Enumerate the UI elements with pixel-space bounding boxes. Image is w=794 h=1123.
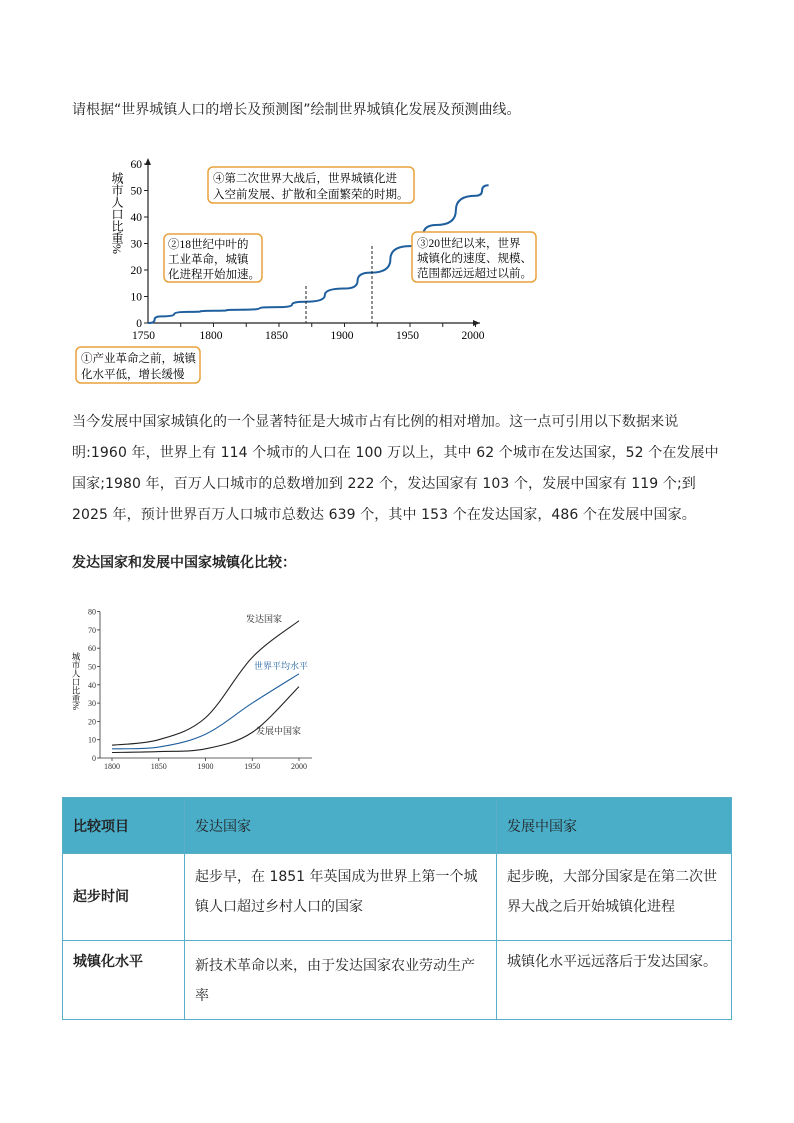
cell-developing-start: 起步晚，大部分国家是在第二次世界大战之后开始城镇化进程 <box>497 854 732 941</box>
chart2-series-label: 世界平均水平 <box>254 661 309 671</box>
table-header-developed: 发达国家 <box>185 798 497 854</box>
chart2-ytick-label: 80 <box>88 607 96 617</box>
chart2-ytick-label: 10 <box>88 735 96 745</box>
chart2-xtick-label: 1850 <box>150 762 167 771</box>
chart2-series-line <box>112 674 302 749</box>
chart2-xtick-label: 1950 <box>244 762 261 771</box>
svg-text:化水平低，增长缓慢: 化水平低，增长缓慢 <box>81 369 185 381</box>
chart1-ytick-label: 0 <box>136 318 142 330</box>
table-row <box>63 854 732 941</box>
row-label-start-time: 起步时间 <box>63 854 185 941</box>
svg-text:工业革命，城镇: 工业革命，城镇 <box>168 254 249 266</box>
chart2-xtick-label: 1800 <box>104 762 120 771</box>
section-heading: 发达国家和发展中国家城镇化比较： <box>72 555 296 571</box>
chart2-series-label: 发达国家 <box>246 614 283 624</box>
chart1-ytick-label: 30 <box>130 238 142 251</box>
chart1-ytick-label: 50 <box>130 185 142 198</box>
chart2-ylabel: 城市人口比重% <box>71 652 81 711</box>
row-label-level: 城镇化水平 <box>63 941 185 1020</box>
chart2-ytick-label: 0 <box>92 754 96 763</box>
urbanization-trend-chart <box>70 148 532 388</box>
chart1-xtick-label: 2000 <box>461 330 485 342</box>
chart1-ylabel: 城市人口比重% <box>110 172 124 254</box>
cell-developed-level: 新技术革命以来，由于发达国家农业劳动生产率 <box>185 941 497 1020</box>
intro-instruction: 请根据“世界城镇人口的增长及预测图”绘制世界城镇化发展及预测曲线。 <box>72 102 521 118</box>
chart1-xtick-label: 1750 <box>132 330 155 342</box>
svg-text:③20世纪以来，世界: ③20世纪以来，世界 <box>417 238 521 250</box>
chart2-xtick-label: 1900 <box>197 762 214 771</box>
chart1-xtick-label: 1850 <box>265 330 288 342</box>
chart2-ytick-label: 50 <box>88 662 96 672</box>
svg-text:入空前发展、扩散和全面繁荣的时期。: 入空前发展、扩散和全面繁荣的时期。 <box>213 189 409 201</box>
svg-text:范围都远远超过以前。: 范围都远远超过以前。 <box>417 268 532 280</box>
table-header-row <box>63 798 732 854</box>
chart1-ytick-label: 20 <box>130 265 142 277</box>
paragraph-megacities: 当今发展中国家城镇化的一个显著特征是大城市占有比例的相对增加。这一点可引用以下数据来说明:1960 年，世界上有 114 个城市的人口在 100 万以上，其中 62 个城市在发达国家，52 个在发展中国家;1980 年，百万人口城市的总数增加到 222 个，发达国家有 103 个，发展中国家有 119 个;到 2025 年，预计世界百万人口城市总数达 639 个，其中 153 个在发达国家，486 个在发展中国家。 <box>72 414 719 523</box>
svg-text:②18世纪中叶的: ②18世纪中叶的 <box>168 239 249 251</box>
svg-text:④第二次世界大战后，世界城镇化进: ④第二次世界大战后，世界城镇化进 <box>213 173 397 185</box>
chart2-ytick-label: 40 <box>88 680 96 690</box>
cell-developing-level: 城镇化水平远远落后于发达国家。 <box>497 941 732 1020</box>
chart1-xtick-label: 1950 <box>396 330 419 342</box>
chart1-ytick-label: 10 <box>130 291 142 304</box>
annotation-box-3 <box>412 232 536 282</box>
annotation-box-2 <box>164 234 262 282</box>
chart1-ytick-label: 60 <box>130 159 142 171</box>
table-header-item: 比较项目 <box>63 798 185 854</box>
svg-text:化进程开始加速。: 化进程开始加速。 <box>168 269 260 281</box>
table-row <box>63 941 732 1020</box>
annotation-box-4 <box>208 167 414 203</box>
chart2-series-label: 发展中国家 <box>256 726 302 736</box>
chart2-xtick-label: 2000 <box>291 762 307 771</box>
annotation-box-1 <box>76 347 200 383</box>
chart2-ytick-label: 60 <box>88 644 96 654</box>
chart2-ytick-label: 30 <box>88 699 96 709</box>
comparison-table <box>62 797 732 1020</box>
svg-text:①产业革命之前，城镇: ①产业革命之前，城镇 <box>81 353 196 365</box>
cell-developed-start: 起步早，在 1851 年英国成为世界上第一个城镇人口超过乡村人口的国家 <box>185 854 497 941</box>
table-header-developing: 发展中国家 <box>497 798 732 854</box>
chart1-xtick-label: 1900 <box>330 330 354 342</box>
chart1-ytick-label: 40 <box>130 212 142 224</box>
chart2-ytick-label: 70 <box>88 625 96 635</box>
svg-text:城镇化的速度、规模、: 城镇化的速度、规模、 <box>417 253 532 265</box>
chart1-x-arrow <box>473 320 480 326</box>
chart2-ytick-label: 20 <box>88 717 96 727</box>
chart1-xtick-label: 1800 <box>199 330 223 342</box>
developed-vs-developing-chart <box>72 600 322 775</box>
